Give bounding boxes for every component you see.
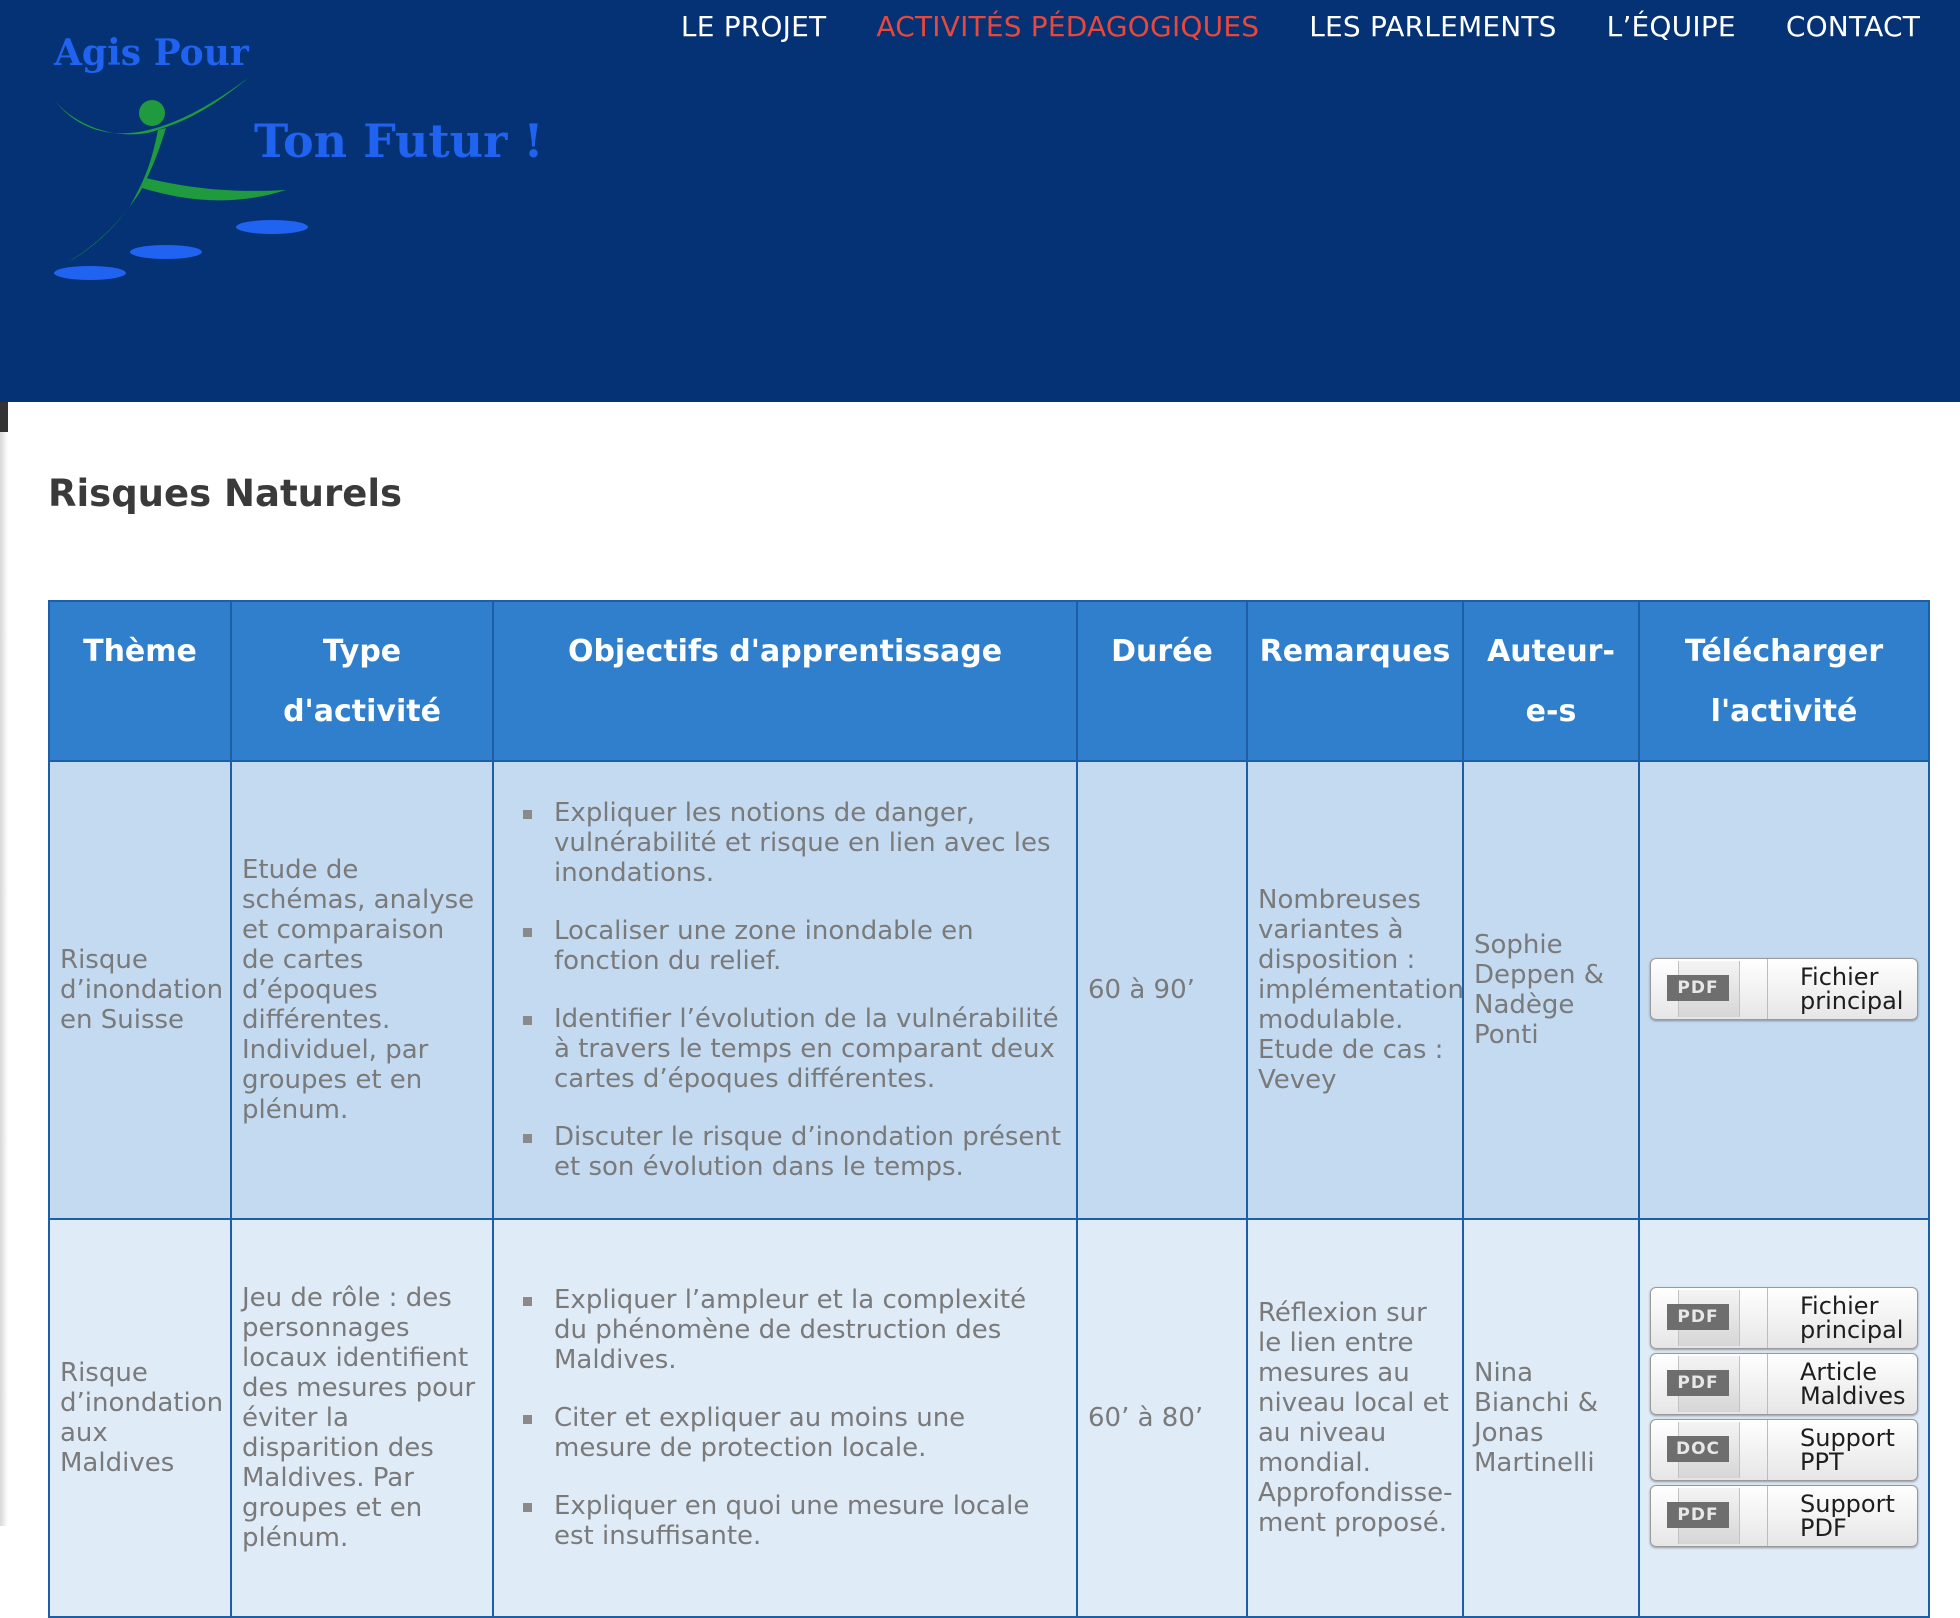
download-button[interactable] — [1650, 1287, 1918, 1349]
page-edge-shadow — [0, 402, 8, 1526]
header-remarks: Remarques — [1247, 601, 1463, 761]
cell-type: Jeu de rôle : des personnages locaux identifient des mesures pour éviter la disparition des Maldives. Par groupes et en plénum. — [231, 1219, 493, 1617]
cell-duration: 60 à 90’ — [1077, 761, 1247, 1219]
list-item: Identifier l’évolution de la vulnérabilité à travers le temps en comparant deux cartes d’époques différentes. — [554, 1004, 1066, 1094]
nav-le-projet[interactable]: LE PROJET — [680, 10, 827, 43]
cell-authors: Nina Bianchi & Jonas Martinelli — [1463, 1219, 1639, 1617]
download-button[interactable] — [1650, 1353, 1918, 1415]
cell-objectives — [493, 1219, 1077, 1617]
list-item: Discuter le risque d’inondation présent et son évolution dans le temps. — [554, 1122, 1066, 1182]
table-row — [49, 761, 1929, 1219]
nav-contact[interactable]: CONTACT — [1785, 10, 1920, 43]
download-label: Support PDF — [1800, 1490, 1895, 1542]
list-item: Expliquer l’ampleur et la complexité du phénomène de destruction des Maldives. — [554, 1285, 1066, 1375]
cell-downloads — [1639, 1219, 1929, 1617]
page-title: Risques Naturels — [48, 472, 403, 515]
logo-text-line2: Ton Futur ! — [254, 114, 544, 168]
list-item: Expliquer les notions de danger, vulnérabilité et risque en lien avec les inondations. — [554, 798, 1066, 888]
cell-remarks: Réflexion sur le lien entre mesures au niveau local et au niveau mondial. Approfondisse-ment proposé. — [1247, 1219, 1463, 1617]
nav-les-parlements[interactable]: LES PARLEMENTS — [1309, 10, 1557, 43]
site-header — [0, 0, 1960, 402]
header-duration: Durée — [1077, 601, 1247, 761]
cell-duration: 60’ à 80’ — [1077, 1219, 1247, 1617]
page-edge-marker — [0, 402, 8, 432]
download-button[interactable] — [1650, 1419, 1918, 1481]
table-header-row — [49, 601, 1929, 761]
download-button[interactable] — [1650, 1485, 1918, 1547]
site-logo[interactable] — [48, 30, 548, 290]
header-download: Télécharger l'activité — [1639, 601, 1929, 761]
cell-objectives — [493, 761, 1077, 1219]
header-theme: Thème — [49, 601, 231, 761]
pdf-file-icon: PDF — [1651, 959, 1768, 1019]
cell-theme: Risque d’inondation aux Maldives — [49, 1219, 231, 1617]
download-label: Fichier principal — [1800, 1292, 1904, 1344]
header-type: Type d'activité — [231, 601, 493, 761]
cell-remarks: Nombreuses variantes à disposition : implémentation modulable. Etude de cas : Vevey — [1247, 761, 1463, 1219]
download-button[interactable] — [1650, 958, 1918, 1020]
doc-file-icon: DOC — [1651, 1420, 1768, 1480]
pdf-file-icon: PDF — [1651, 1486, 1768, 1546]
objectives-list — [504, 798, 1066, 1182]
table-row — [49, 1219, 1929, 1617]
download-label: Article Maldives — [1800, 1358, 1906, 1410]
pdf-file-icon: PDF — [1651, 1354, 1768, 1414]
cell-type: Etude de schémas, analyse et comparaison de cartes d’époques différentes. Individuel, par groupes et en plénum. — [231, 761, 493, 1219]
download-label: Fichier principal — [1800, 963, 1904, 1015]
list-item: Citer et expliquer au moins une mesure de protection locale. — [554, 1403, 1066, 1463]
list-item: Expliquer en quoi une mesure locale est insuffisante. — [554, 1491, 1066, 1551]
cell-downloads — [1639, 761, 1929, 1219]
nav-equipe[interactable]: L’ÉQUIPE — [1606, 10, 1736, 43]
pdf-file-icon: PDF — [1651, 1288, 1768, 1348]
list-item: Localiser une zone inondable en fonction du relief. — [554, 916, 1066, 976]
cell-authors: Sophie Deppen & Nadège Ponti — [1463, 761, 1639, 1219]
logo-text-line1: Agis Pour — [54, 32, 249, 74]
cell-theme: Risque d’inondation en Suisse — [49, 761, 231, 1219]
header-authors: Auteur-e-s — [1463, 601, 1639, 761]
objectives-list — [504, 1285, 1066, 1551]
download-label: Support PPT — [1800, 1424, 1895, 1476]
main-navigation — [681, 8, 1920, 46]
activities-table — [48, 600, 1930, 1618]
header-objectives: Objectifs d'apprentissage — [493, 601, 1077, 761]
nav-activites-pedagogiques[interactable]: ACTIVITÉS PÉDAGOGIQUES — [876, 10, 1260, 43]
